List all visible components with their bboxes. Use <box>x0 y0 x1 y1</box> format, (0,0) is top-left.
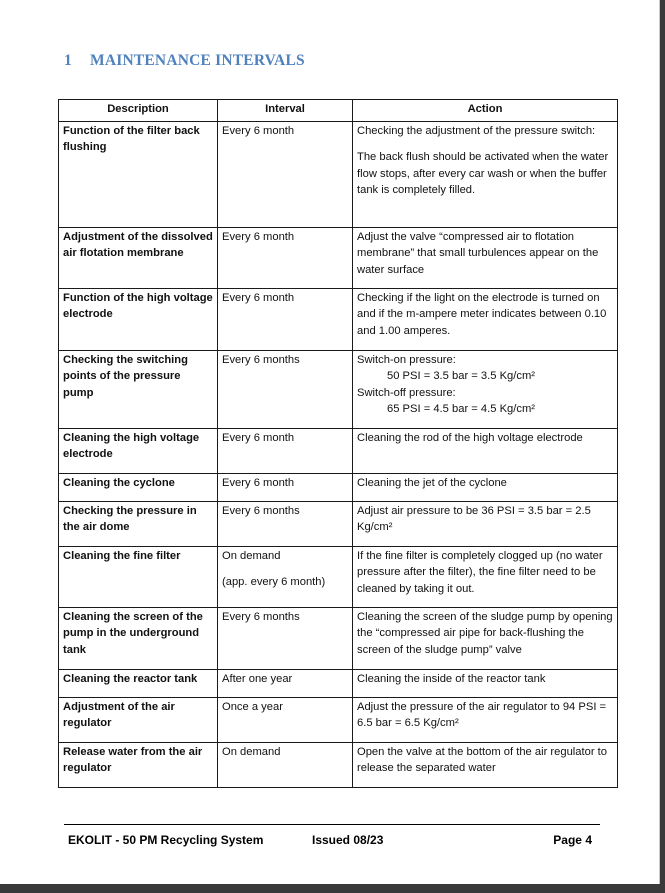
footer-page-number: Page 4 <box>553 833 592 847</box>
row-description: Cleaning the fine filter <box>59 546 218 607</box>
row-description: Checking the pressure in the air dome <box>59 501 218 546</box>
section-heading <box>64 52 305 70</box>
table-row <box>59 350 618 428</box>
row-description: Release water from the air regulator <box>59 742 218 787</box>
viewer-bottom-edge <box>0 884 665 893</box>
footer-issued: Issued 08/23 <box>312 833 384 847</box>
row-interval: Every 6 month <box>218 121 353 227</box>
row-action: Open the valve at the bottom of the air regulator to release the separated water <box>353 742 618 787</box>
row-action: Cleaning the screen of the sludge pump by opening the “compressed air pipe for back-flushing the screen of the sludge pump” valve <box>353 607 618 669</box>
section-number: 1 <box>64 52 72 69</box>
table-row <box>59 697 618 742</box>
switch-on-label: Switch-on pressure: <box>357 353 456 366</box>
table-row <box>59 742 618 787</box>
row-interval: Every 6 month <box>218 227 353 288</box>
row-interval: On demand <box>218 742 353 787</box>
row-action <box>353 121 618 227</box>
row-description: Adjustment of the air regulator <box>59 697 218 742</box>
table-row <box>59 288 618 350</box>
table-header-row <box>59 100 618 122</box>
switch-on-value: 50 PSI = 3.5 bar = 3.5 Kg/cm² <box>387 370 536 383</box>
row-interval: Once a year <box>218 697 353 742</box>
row-interval <box>218 546 353 607</box>
row-action: Cleaning the rod of the high voltage electrode <box>353 428 618 473</box>
row-action: Adjust the valve “compressed air to flotation membrane” that small turbulences appear on the water surface <box>353 227 618 288</box>
section-title: MAINTENANCE INTERVALS <box>90 52 305 69</box>
footer-divider <box>64 824 600 825</box>
row-interval: Every 6 months <box>218 501 353 546</box>
interval-line: (app. every 6 month) <box>222 576 326 589</box>
row-description: Cleaning the cyclone <box>59 473 218 501</box>
table-row <box>59 607 618 669</box>
column-header-description: Description <box>59 100 218 122</box>
row-description: Function of the high voltage electrode <box>59 288 218 350</box>
switch-off-value: 65 PSI = 4.5 bar = 4.5 Kg/cm² <box>387 403 536 416</box>
row-action: Checking if the light on the electrode is turned on and if the m-ampere meter indicates between 0.10 and 1.00 amperes. <box>353 288 618 350</box>
row-description: Cleaning the reactor tank <box>59 669 218 697</box>
action-paragraph: Checking the adjustment of the pressure switch: <box>357 124 596 137</box>
table-row <box>59 501 618 546</box>
row-action: Cleaning the inside of the reactor tank <box>353 669 618 697</box>
row-action: Cleaning the jet of the cyclone <box>353 473 618 501</box>
table-row <box>59 669 618 697</box>
row-interval: Every 6 months <box>218 350 353 428</box>
action-paragraph: The back flush should be activated when the water flow stops, after every car wash or when the buffer tank is completely filled. <box>357 151 609 197</box>
row-interval: After one year <box>218 669 353 697</box>
switch-off-label: Switch-off pressure: <box>357 386 456 399</box>
interval-line: On demand <box>222 549 281 562</box>
row-action: If the fine filter is completely clogged up (no water pressure after the filter), the fine filter need to be cleaned by taking it out. <box>353 546 618 607</box>
row-description: Cleaning the high voltage electrode <box>59 428 218 473</box>
row-interval: Every 6 month <box>218 288 353 350</box>
row-interval: Every 6 months <box>218 607 353 669</box>
table-row <box>59 121 618 227</box>
row-description: Adjustment of the dissolved air flotation membrane <box>59 227 218 288</box>
row-action <box>353 350 618 428</box>
row-description: Cleaning the screen of the pump in the underground tank <box>59 607 218 669</box>
table-row <box>59 227 618 288</box>
column-header-action: Action <box>353 100 618 122</box>
row-interval: Every 6 month <box>218 473 353 501</box>
footer-system-name: EKOLIT - 50 PM Recycling System <box>68 833 264 847</box>
row-description: Function of the filter back flushing <box>59 121 218 227</box>
table-row <box>59 473 618 501</box>
table-row <box>59 546 618 607</box>
row-action: Adjust the pressure of the air regulator to 94 PSI = 6.5 bar = 6.5 Kg/cm² <box>353 697 618 742</box>
row-description: Checking the switching points of the pressure pump <box>59 350 218 428</box>
column-header-interval: Interval <box>218 100 353 122</box>
table-row <box>59 428 618 473</box>
row-interval: Every 6 month <box>218 428 353 473</box>
row-action: Adjust air pressure to be 36 PSI = 3.5 bar = 2.5 Kg/cm² <box>353 501 618 546</box>
maintenance-intervals-table <box>58 99 618 788</box>
